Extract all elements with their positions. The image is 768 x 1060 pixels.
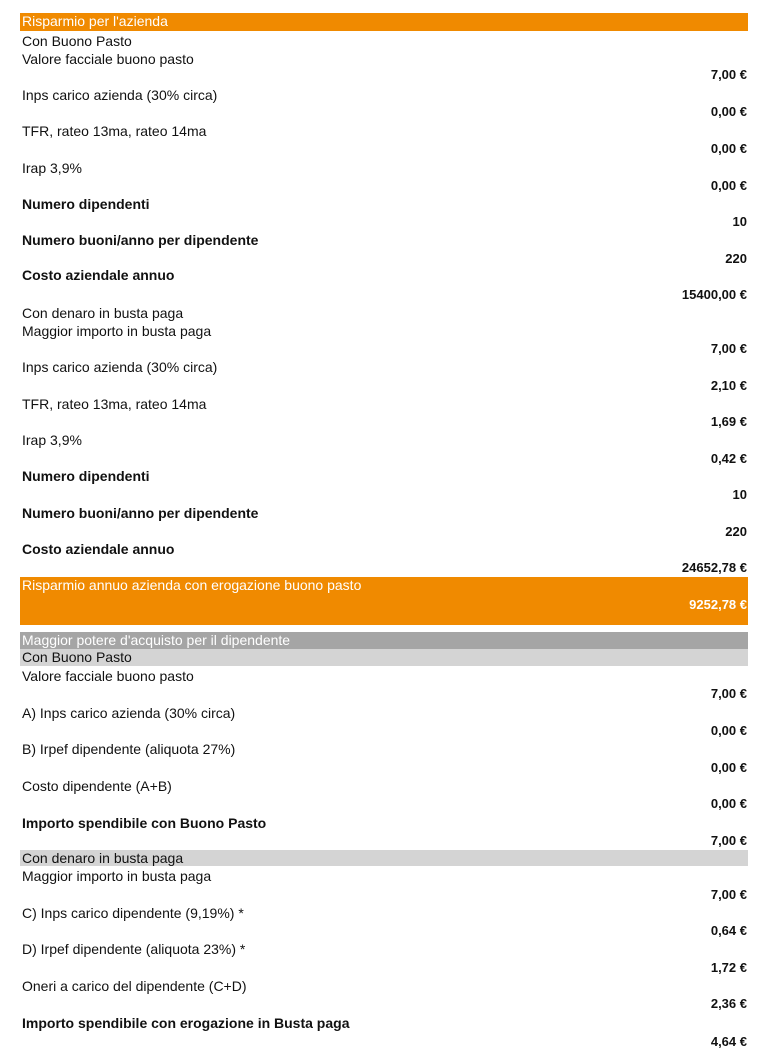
section-header-risparmio-azienda: Risparmio per l'azienda — [20, 13, 748, 31]
row-value: 7,00 € — [710, 887, 747, 902]
row-label: Inps carico azienda (30% circa) — [22, 87, 218, 103]
risparmio-summary-band — [20, 577, 748, 625]
row-label: Costo aziendale annuo — [22, 541, 175, 557]
row-label: Maggior importo in busta paga — [22, 868, 212, 884]
row-label: Importo spendibile con Buono Pasto — [22, 815, 267, 831]
row-value: 2,36 € — [710, 996, 747, 1011]
row-value: 0,00 € — [710, 104, 747, 119]
subheading-con-denaro: Con denaro in busta paga — [22, 305, 184, 321]
row-label: A) Inps carico azienda (30% circa) — [22, 705, 236, 721]
row-label: Valore facciale buono pasto — [22, 51, 194, 67]
row-label: Inps carico azienda (30% circa) — [22, 359, 218, 375]
row-value: 0,00 € — [710, 723, 747, 738]
row-label: Irap 3,9% — [22, 432, 82, 448]
row-label: Numero dipendenti — [22, 468, 150, 484]
row-value: 0,00 € — [710, 760, 747, 775]
row-value: 10 — [732, 487, 747, 502]
subheading-con-buono-pasto: Con Buono Pasto — [20, 649, 748, 666]
risparmio-value: 9252,78 € — [689, 597, 747, 612]
risparmio-label: Risparmio annuo azienda con erogazione buono pasto — [22, 577, 362, 593]
row-label: TFR, rateo 13ma, rateo 14ma — [22, 396, 207, 412]
row-label: Numero dipendenti — [22, 196, 150, 212]
row-label: B) Irpef dipendente (aliquota 27%) — [22, 741, 236, 757]
section-header-potere-acquisto: Maggior potere d'acquisto per il dipendente — [20, 632, 748, 649]
row-value: 1,69 € — [710, 414, 747, 429]
row-value: 0,00 € — [710, 796, 747, 811]
row-value: 2,10 € — [710, 378, 747, 393]
row-value: 7,00 € — [710, 833, 747, 848]
row-value: 0,00 € — [710, 141, 747, 156]
row-value: 0,64 € — [710, 923, 747, 938]
row-label: C) Inps carico dipendente (9,19%) * — [22, 905, 244, 921]
row-value: 0,42 € — [710, 451, 747, 466]
row-value: 24652,78 € — [681, 560, 747, 575]
row-value: 7,00 € — [710, 341, 747, 356]
row-label: Importo spendibile con erogazione in Busta paga — [22, 1015, 350, 1031]
row-label: TFR, rateo 13ma, rateo 14ma — [22, 123, 207, 139]
row-label: Numero buoni/anno per dipendente — [22, 505, 259, 521]
subheading-con-denaro: Con denaro in busta paga — [20, 850, 748, 866]
row-value: 4,64 € — [710, 1034, 747, 1049]
row-value: 220 — [725, 251, 747, 266]
row-label: Irap 3,9% — [22, 160, 82, 176]
row-label: D) Irpef dipendente (aliquota 23%) * — [22, 941, 246, 957]
row-label: Costo aziendale annuo — [22, 267, 175, 283]
row-value: 10 — [732, 214, 747, 229]
row-label: Oneri a carico del dipendente (C+D) — [22, 978, 247, 994]
row-label: Valore facciale buono pasto — [22, 668, 194, 684]
row-label: Numero buoni/anno per dipendente — [22, 232, 259, 248]
row-value: 220 — [725, 524, 747, 539]
row-value: 15400,00 € — [681, 287, 747, 302]
row-label: Costo dipendente (A+B) — [22, 778, 172, 794]
row-label: Maggior importo in busta paga — [22, 323, 212, 339]
row-value: 1,72 € — [710, 960, 747, 975]
row-value: 7,00 € — [710, 67, 747, 82]
row-value: 7,00 € — [710, 686, 747, 701]
row-value: 0,00 € — [710, 178, 747, 193]
subheading-con-buono-pasto: Con Buono Pasto — [22, 33, 132, 49]
